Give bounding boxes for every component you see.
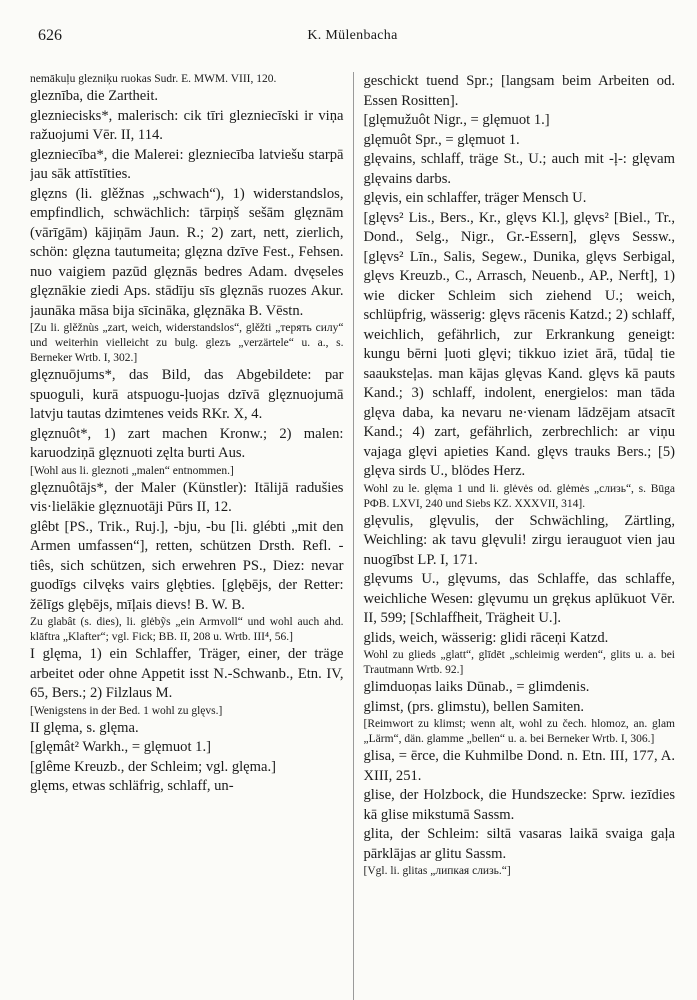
dictionary-entry: nemākuļu glezniķu ruokas Sudr. E. MWM. VIII, 120. [30,73,277,85]
dictionary-entry: glęmuôt Spr., = glęmuot 1. [363,131,520,148]
dictionary-entry: geschickt tuend Spr.; [langsam beim Arbeiten od. Essen Rositten]. [363,73,675,109]
dictionary-entry: [Vgl. li. glitas „липкая слизь.“] [363,865,511,877]
dictionary-entry: [Zu li. glěžnùs „zart, weich, widerstandslos“, glěžti „терять силу“ und weiterhin vielleicht zu bulg. glezъ „verzärtele“ u. a., s. Berneker Wrtb. I, 302.] [30,322,344,364]
right-column [353,72,676,1000]
dictionary-entry: glęznuôtājs*, der Maler (Künstler): Itālijā radušies vis·lielākie glęznuotāji Pūrs II, 12. [30,479,344,515]
left-column [30,72,353,1000]
dictionary-entry: [Wenigstens in der Bed. 1 wohl zu glęvs.] [30,704,223,717]
dictionary-entry: glęvums U., glęvums, das Schlaffe, das schlaffe, weichliche Wesen: glęvumu un grękus aplūkuot Vēr. II, 599; [Schlaffheit, Trägheit U.]. [363,571,675,626]
running-head: K. Mülenbacha [307,28,398,43]
dictionary-entry: glęznuôt*, 1) zart machen Kronw.; 2) malen: karuodziņā glęznuoti zęlta burti Aus. [30,425,344,461]
dictionary-entry: Wohl zu glieds „glatt“, glīdēt „schleimig werden“, glits u. a. bei Trautmann Wrtb. 92.] [363,649,675,676]
dictionary-entry: glêbt [PS., Trik., Ruj.], -bju, -bu [li. glébti „mit den Armen umfassen“], retten, schützen Drsth. Refl. -tiês, sich schützen, sich erwehren PS., Diez: nevar guodīgs cilvęks vairs glębties. [glębējs, der Retter: žēlīgs glębējs, mīļais dievs! B. W. B. [30,518,344,613]
dictionary-entry: [glęmužuôt Nigr., = glęmuot 1.] [363,112,550,128]
dictionary-entry: [Wohl aus li. gleznoti „malen“ entnommen.] [30,464,234,477]
dictionary-entry: [glęvs² Lis., Bers., Kr., glęvs Kl.], glęvs² [Biel., Tr., Dond., Selg., Nigr., Gr.-Essern], glęvs Sessw., [glęvs² Līn., Salis, Segew., Dunika, glęvs Serbigal, glęvs Kreuzb., C., Arrasch, Neuenb., AP., Nerft], 1) wie dicker Schleim sich ziehend U.; weich, schlüpfrig, wässerig: glęvs rācenis Katzd.; 2) schlaff, weichlich, gefährlich, zur Erkrankung geneigt: kungu bērni ļuoti glęvi; tikkuo iziet ārā, tūdaļ tie saauksteļas. man kājas glęvas Kand. glęvs kā pauts Kand.; 3) schlaff, indolent, energielos: man tāda glęva daba, ka nevaru ne·vienam lādzējam atsacīt Kand.; 4) zart, gefährlich, zerbrechlich: ar viņu vajaga glęvi apieties Kand. glęvs trauks Bers.; [5) glęva sirds U., blödes Herz. [363,209,675,479]
page-header [30,0,675,44]
dictionary-entry: glezniecība*, die Malerei: glezniecība latviešu starpā jau sāk attīstīties. [30,146,344,182]
dictionary-entry: glisa, = ērce, die Kuhmilbe Dond. n. Etn. III, 177, A. XIII, 251. [363,748,675,784]
dictionary-entry: Wohl zu le. glęma 1 und li. glėvės od. glėmės „слизь“, s. Būga РФВ. LXVI, 240 und Siebs KZ. XXXVII, 314]. [363,482,675,510]
dictionary-entry: glęzns (li. glěžnas „schwach“), 1) widerstandslos, empfindlich, schwächlich: tārpiņš sešām glęznām (vārīgām) kājiņām Jaun. R.; 2) zart, nett, zierlich, schön: glęzna tautumeita; glęzna dzīve Fest., Fehsen. nuo vaigiem pazūd glęznās bedres Adam. dvęseles glęznākie ziedi Aps. stādīju sīs glęznās ruozes Akur. jaunāka māsa bija sīcināka, glęznāka B. Vēstn. [30,185,344,319]
dictionary-entry: glęvulis, glęvulis, der Schwächling, Zärtling, Weichling: ak tavu glęvuli! zirgu ierauguot vien jau nuogībst LP. I, 171. [363,512,675,568]
dictionary-entry: glęvains, schlaff, träge St., U.; auch mit -ļ-: glęvam glęvains darbs. [363,151,675,187]
dictionary-entry: glids, weich, wässerig: glidi rāceņi Katzd. [363,629,609,646]
dictionary-entry: [glęmât² Warkh., = glęmuot 1.] [30,739,211,755]
dictionary-entry: glimst, (prs. glimstu), bellen Samiten. [363,698,585,715]
dictionary-entry: glęvis, ein schlaffer, träger Mensch U. [363,190,587,206]
page-number: 626 [38,27,62,44]
dictionary-entry: glise, der Holzbock, die Hundszecke: Sprw. iezīdies kā glise mikstumā Sassm. [363,787,675,823]
dictionary-entry: [Reimwort zu klimst; wenn alt, wohl zu čech. hlomoz, an. glam „Lärm“, dän. glamme „bellen“ u. a. bei Berneker Wrtb. I, 306.] [363,718,675,745]
dictionary-entry: Zu glabât (s. dies), li. glėbỹs „ein Armvoll“ und wohl auch ahd. klāftra „Klafter“; vgl. Fick; BB. II, 208 u. Wrtb. III⁴, 56.] [30,616,344,643]
dictionary-entry: I glęma, 1) ein Schlaffer, Träger, einer, der träge arbeitet oder ohne Appetit isst N.-Schwanb., Etn. IV, 65, Bers.; 2) Filzlaus M. [30,646,344,701]
dictionary-entry: glęznuōjums*, das Bild, das Abgebildete: par spuoguli, kurā atspuogu-ļuojas dzīvā glęznuojumā latvju tautas dzimtenes veids RKr. X, 4. [30,367,344,422]
dictionary-entry: glimduoņas laiks Dūnab., = glimdenis. [363,679,590,695]
dictionary-entry: glita, der Schleim: siltā vasaras laikā svaiga gaļa pārklājas ar glitu Sassm. [363,826,675,862]
two-column-body [30,72,675,1000]
dictionary-entry: [glême Kreuzb., der Schleim; vgl. glęma.] [30,758,276,775]
dictionary-entry: II glęma, s. glęma. [30,719,139,736]
dictionary-entry: glęms, etwas schläfrig, schlaff, un- [30,778,234,794]
dictionary-entry: gleznība, die Zartheit. [30,88,159,104]
dictionary-entry: glezniecisks*, malerisch: cik tīri glezniecīski ir viņa ražuojumi Vēr. II, 114. [30,107,344,143]
